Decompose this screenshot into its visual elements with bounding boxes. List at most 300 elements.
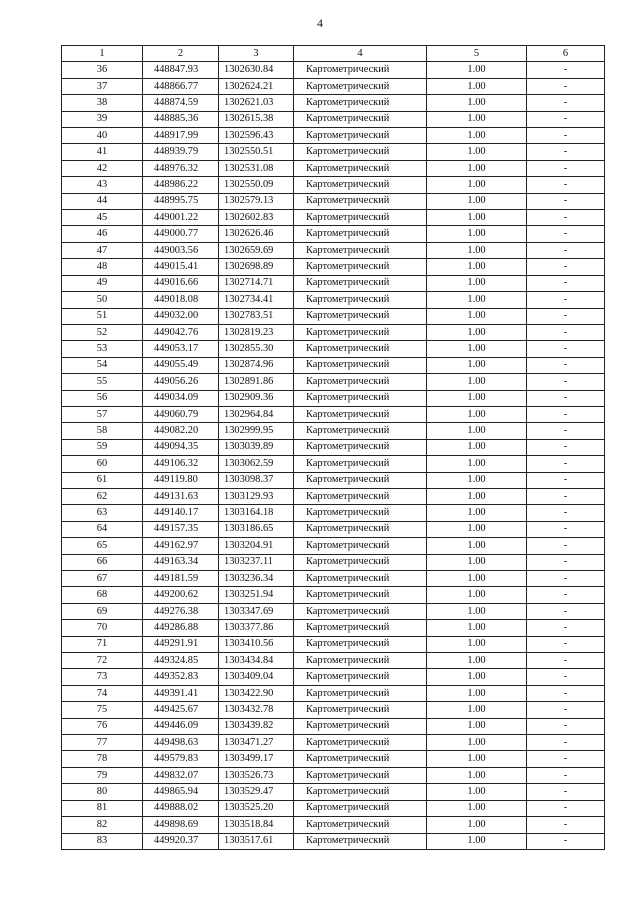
description-cell: -	[527, 456, 605, 472]
method-cell: Картометрический	[294, 341, 427, 357]
method-cell: Картометрический	[294, 357, 427, 373]
description-cell: -	[527, 324, 605, 340]
x-coordinate-cell: 449094.35	[143, 439, 219, 455]
x-coordinate-cell: 449498.63	[143, 735, 219, 751]
table-body	[62, 62, 605, 850]
description-cell: -	[527, 767, 605, 783]
accuracy-cell: 1.00	[427, 242, 527, 258]
method-cell: Картометрический	[294, 800, 427, 816]
description-cell: -	[527, 571, 605, 587]
method-cell: Картометрический	[294, 259, 427, 275]
y-coordinate-cell: 1303098.37	[219, 472, 294, 488]
table-row	[62, 226, 605, 242]
accuracy-cell: 1.00	[427, 160, 527, 176]
table-row	[62, 833, 605, 849]
y-coordinate-cell: 1303526.73	[219, 767, 294, 783]
table-row	[62, 636, 605, 652]
x-coordinate-cell: 449832.07	[143, 767, 219, 783]
accuracy-cell: 1.00	[427, 308, 527, 324]
x-coordinate-cell: 449053.17	[143, 341, 219, 357]
x-coordinate-cell: 449163.34	[143, 554, 219, 570]
x-coordinate-cell: 449181.59	[143, 571, 219, 587]
table-row	[62, 111, 605, 127]
point-number-cell: 82	[62, 817, 143, 833]
point-number-cell: 37	[62, 78, 143, 94]
point-number-cell: 47	[62, 242, 143, 258]
method-cell: Картометрический	[294, 833, 427, 849]
x-coordinate-cell: 448874.59	[143, 95, 219, 111]
description-cell: -	[527, 160, 605, 176]
table-row	[62, 292, 605, 308]
description-cell: -	[527, 177, 605, 193]
accuracy-cell: 1.00	[427, 374, 527, 390]
method-cell: Картометрический	[294, 95, 427, 111]
y-coordinate-cell: 1302855.30	[219, 341, 294, 357]
method-cell: Картометрический	[294, 62, 427, 78]
point-number-cell: 55	[62, 374, 143, 390]
accuracy-cell: 1.00	[427, 456, 527, 472]
description-cell: -	[527, 817, 605, 833]
method-cell: Картометрический	[294, 538, 427, 554]
point-number-cell: 72	[62, 653, 143, 669]
table-row	[62, 62, 605, 78]
accuracy-cell: 1.00	[427, 292, 527, 308]
accuracy-cell: 1.00	[427, 144, 527, 160]
y-coordinate-cell: 1302579.13	[219, 193, 294, 209]
y-coordinate-cell: 1303186.65	[219, 521, 294, 537]
y-coordinate-cell: 1302596.43	[219, 128, 294, 144]
method-cell: Картометрический	[294, 718, 427, 734]
accuracy-cell: 1.00	[427, 603, 527, 619]
x-coordinate-cell: 449286.88	[143, 620, 219, 636]
x-coordinate-cell: 449352.83	[143, 669, 219, 685]
table-row	[62, 587, 605, 603]
y-coordinate-cell: 1303237.11	[219, 554, 294, 570]
x-coordinate-cell: 448866.77	[143, 78, 219, 94]
accuracy-cell: 1.00	[427, 718, 527, 734]
point-number-cell: 75	[62, 702, 143, 718]
point-number-cell: 68	[62, 587, 143, 603]
method-cell: Картометрический	[294, 702, 427, 718]
accuracy-cell: 1.00	[427, 653, 527, 669]
x-coordinate-cell: 449579.83	[143, 751, 219, 767]
method-cell: Картометрический	[294, 226, 427, 242]
y-coordinate-cell: 1302624.21	[219, 78, 294, 94]
method-cell: Картометрический	[294, 620, 427, 636]
y-coordinate-cell: 1302550.09	[219, 177, 294, 193]
y-coordinate-cell: 1302659.69	[219, 242, 294, 258]
accuracy-cell: 1.00	[427, 505, 527, 521]
table-row	[62, 357, 605, 373]
accuracy-cell: 1.00	[427, 702, 527, 718]
description-cell: -	[527, 275, 605, 291]
point-number-cell: 58	[62, 423, 143, 439]
table-row	[62, 144, 605, 160]
method-cell: Картометрический	[294, 144, 427, 160]
y-coordinate-cell: 1302621.03	[219, 95, 294, 111]
table-row	[62, 160, 605, 176]
y-coordinate-cell: 1303529.47	[219, 784, 294, 800]
table-row	[62, 538, 605, 554]
method-cell: Картометрический	[294, 193, 427, 209]
description-cell: -	[527, 226, 605, 242]
description-cell: -	[527, 193, 605, 209]
description-cell: -	[527, 472, 605, 488]
x-coordinate-cell: 448885.36	[143, 111, 219, 127]
point-number-cell: 63	[62, 505, 143, 521]
y-coordinate-cell: 1303518.84	[219, 817, 294, 833]
description-cell: -	[527, 357, 605, 373]
method-cell: Картометрический	[294, 308, 427, 324]
x-coordinate-cell: 449003.56	[143, 242, 219, 258]
coordinates-table	[61, 45, 605, 850]
column-header: 1	[62, 46, 143, 62]
point-number-cell: 39	[62, 111, 143, 127]
point-number-cell: 78	[62, 751, 143, 767]
x-coordinate-cell: 448847.93	[143, 62, 219, 78]
x-coordinate-cell: 449018.08	[143, 292, 219, 308]
x-coordinate-cell: 449391.41	[143, 685, 219, 701]
y-coordinate-cell: 1302714.71	[219, 275, 294, 291]
x-coordinate-cell: 448995.75	[143, 193, 219, 209]
description-cell: -	[527, 603, 605, 619]
table-row	[62, 78, 605, 94]
y-coordinate-cell: 1302874.96	[219, 357, 294, 373]
point-number-cell: 64	[62, 521, 143, 537]
accuracy-cell: 1.00	[427, 538, 527, 554]
description-cell: -	[527, 406, 605, 422]
method-cell: Картометрический	[294, 653, 427, 669]
accuracy-cell: 1.00	[427, 488, 527, 504]
page-number: 4	[317, 16, 323, 30]
x-coordinate-cell: 449034.09	[143, 390, 219, 406]
description-cell: -	[527, 111, 605, 127]
description-cell: -	[527, 439, 605, 455]
point-number-cell: 54	[62, 357, 143, 373]
accuracy-cell: 1.00	[427, 128, 527, 144]
accuracy-cell: 1.00	[427, 439, 527, 455]
point-number-cell: 51	[62, 308, 143, 324]
table-row	[62, 423, 605, 439]
table-row	[62, 374, 605, 390]
accuracy-cell: 1.00	[427, 784, 527, 800]
table-row	[62, 817, 605, 833]
point-number-cell: 41	[62, 144, 143, 160]
y-coordinate-cell: 1302630.84	[219, 62, 294, 78]
point-number-cell: 49	[62, 275, 143, 291]
x-coordinate-cell: 449016.66	[143, 275, 219, 291]
description-cell: -	[527, 292, 605, 308]
column-header: 5	[427, 46, 527, 62]
point-number-cell: 73	[62, 669, 143, 685]
table-header	[62, 46, 605, 62]
point-number-cell: 45	[62, 210, 143, 226]
accuracy-cell: 1.00	[427, 275, 527, 291]
x-coordinate-cell: 449291.91	[143, 636, 219, 652]
point-number-cell: 43	[62, 177, 143, 193]
description-cell: -	[527, 128, 605, 144]
y-coordinate-cell: 1303410.56	[219, 636, 294, 652]
point-number-cell: 62	[62, 488, 143, 504]
description-cell: -	[527, 259, 605, 275]
method-cell: Картометрический	[294, 603, 427, 619]
accuracy-cell: 1.00	[427, 95, 527, 111]
x-coordinate-cell: 449000.77	[143, 226, 219, 242]
point-number-cell: 59	[62, 439, 143, 455]
point-number-cell: 50	[62, 292, 143, 308]
table-row	[62, 669, 605, 685]
x-coordinate-cell: 449119.80	[143, 472, 219, 488]
point-number-cell: 76	[62, 718, 143, 734]
method-cell: Картометрический	[294, 571, 427, 587]
x-coordinate-cell: 449001.22	[143, 210, 219, 226]
point-number-cell: 79	[62, 767, 143, 783]
table-row	[62, 521, 605, 537]
description-cell: -	[527, 538, 605, 554]
y-coordinate-cell: 1303062.59	[219, 456, 294, 472]
x-coordinate-cell: 449865.94	[143, 784, 219, 800]
y-coordinate-cell: 1303432.78	[219, 702, 294, 718]
table-row	[62, 177, 605, 193]
y-coordinate-cell: 1303236.34	[219, 571, 294, 587]
y-coordinate-cell: 1303422.90	[219, 685, 294, 701]
method-cell: Картометрический	[294, 472, 427, 488]
accuracy-cell: 1.00	[427, 423, 527, 439]
y-coordinate-cell: 1302602.83	[219, 210, 294, 226]
table-row	[62, 95, 605, 111]
x-coordinate-cell: 449015.41	[143, 259, 219, 275]
accuracy-cell: 1.00	[427, 78, 527, 94]
point-number-cell: 80	[62, 784, 143, 800]
table-row	[62, 439, 605, 455]
method-cell: Картометрический	[294, 390, 427, 406]
y-coordinate-cell: 1302626.46	[219, 226, 294, 242]
point-number-cell: 52	[62, 324, 143, 340]
x-coordinate-cell: 449082.20	[143, 423, 219, 439]
table-row	[62, 751, 605, 767]
y-coordinate-cell: 1303251.94	[219, 587, 294, 603]
accuracy-cell: 1.00	[427, 357, 527, 373]
accuracy-cell: 1.00	[427, 767, 527, 783]
table-row	[62, 390, 605, 406]
description-cell: -	[527, 95, 605, 111]
accuracy-cell: 1.00	[427, 341, 527, 357]
y-coordinate-cell: 1302891.86	[219, 374, 294, 390]
accuracy-cell: 1.00	[427, 177, 527, 193]
x-coordinate-cell: 449131.63	[143, 488, 219, 504]
y-coordinate-cell: 1302819.23	[219, 324, 294, 340]
description-cell: -	[527, 587, 605, 603]
method-cell: Картометрический	[294, 488, 427, 504]
y-coordinate-cell: 1302734.41	[219, 292, 294, 308]
method-cell: Картометрический	[294, 784, 427, 800]
accuracy-cell: 1.00	[427, 669, 527, 685]
point-number-cell: 77	[62, 735, 143, 751]
method-cell: Картометрический	[294, 423, 427, 439]
method-cell: Картометрический	[294, 111, 427, 127]
point-number-cell: 66	[62, 554, 143, 570]
table-row	[62, 800, 605, 816]
description-cell: -	[527, 751, 605, 767]
point-number-cell: 46	[62, 226, 143, 242]
column-header: 6	[527, 46, 605, 62]
point-number-cell: 61	[62, 472, 143, 488]
description-cell: -	[527, 702, 605, 718]
accuracy-cell: 1.00	[427, 571, 527, 587]
method-cell: Картометрический	[294, 406, 427, 422]
x-coordinate-cell: 449888.02	[143, 800, 219, 816]
table-row	[62, 784, 605, 800]
column-header: 2	[143, 46, 219, 62]
description-cell: -	[527, 653, 605, 669]
description-cell: -	[527, 718, 605, 734]
point-number-cell: 74	[62, 685, 143, 701]
header-row	[62, 46, 605, 62]
accuracy-cell: 1.00	[427, 406, 527, 422]
description-cell: -	[527, 685, 605, 701]
point-number-cell: 67	[62, 571, 143, 587]
table-row	[62, 488, 605, 504]
point-number-cell: 71	[62, 636, 143, 652]
x-coordinate-cell: 449042.76	[143, 324, 219, 340]
y-coordinate-cell: 1302964.84	[219, 406, 294, 422]
y-coordinate-cell: 1303409.04	[219, 669, 294, 685]
accuracy-cell: 1.00	[427, 817, 527, 833]
table-row	[62, 653, 605, 669]
description-cell: -	[527, 423, 605, 439]
description-cell: -	[527, 636, 605, 652]
method-cell: Картометрический	[294, 210, 427, 226]
method-cell: Картометрический	[294, 292, 427, 308]
x-coordinate-cell: 449162.97	[143, 538, 219, 554]
x-coordinate-cell: 448917.99	[143, 128, 219, 144]
accuracy-cell: 1.00	[427, 620, 527, 636]
table-row	[62, 505, 605, 521]
x-coordinate-cell: 449324.85	[143, 653, 219, 669]
accuracy-cell: 1.00	[427, 472, 527, 488]
method-cell: Картометрический	[294, 685, 427, 701]
description-cell: -	[527, 78, 605, 94]
accuracy-cell: 1.00	[427, 735, 527, 751]
description-cell: -	[527, 62, 605, 78]
y-coordinate-cell: 1303129.93	[219, 488, 294, 504]
description-cell: -	[527, 242, 605, 258]
table-row	[62, 242, 605, 258]
table-row	[62, 571, 605, 587]
table-row	[62, 767, 605, 783]
accuracy-cell: 1.00	[427, 587, 527, 603]
y-coordinate-cell: 1303517.61	[219, 833, 294, 849]
y-coordinate-cell: 1303204.91	[219, 538, 294, 554]
y-coordinate-cell: 1303039.89	[219, 439, 294, 455]
x-coordinate-cell: 448986.22	[143, 177, 219, 193]
accuracy-cell: 1.00	[427, 521, 527, 537]
x-coordinate-cell: 449060.79	[143, 406, 219, 422]
description-cell: -	[527, 521, 605, 537]
y-coordinate-cell: 1302783.51	[219, 308, 294, 324]
accuracy-cell: 1.00	[427, 259, 527, 275]
accuracy-cell: 1.00	[427, 685, 527, 701]
table-row	[62, 685, 605, 701]
y-coordinate-cell: 1302615.38	[219, 111, 294, 127]
y-coordinate-cell: 1302999.95	[219, 423, 294, 439]
accuracy-cell: 1.00	[427, 751, 527, 767]
accuracy-cell: 1.00	[427, 636, 527, 652]
x-coordinate-cell: 449276.38	[143, 603, 219, 619]
x-coordinate-cell: 449425.67	[143, 702, 219, 718]
x-coordinate-cell: 449056.26	[143, 374, 219, 390]
column-header: 4	[294, 46, 427, 62]
x-coordinate-cell: 448976.32	[143, 160, 219, 176]
description-cell: -	[527, 669, 605, 685]
accuracy-cell: 1.00	[427, 62, 527, 78]
method-cell: Картометрический	[294, 636, 427, 652]
point-number-cell: 36	[62, 62, 143, 78]
point-number-cell: 48	[62, 259, 143, 275]
point-number-cell: 70	[62, 620, 143, 636]
description-cell: -	[527, 735, 605, 751]
point-number-cell: 81	[62, 800, 143, 816]
table-row	[62, 603, 605, 619]
y-coordinate-cell: 1303347.69	[219, 603, 294, 619]
accuracy-cell: 1.00	[427, 210, 527, 226]
accuracy-cell: 1.00	[427, 833, 527, 849]
method-cell: Картометрический	[294, 374, 427, 390]
point-number-cell: 83	[62, 833, 143, 849]
y-coordinate-cell: 1303439.82	[219, 718, 294, 734]
y-coordinate-cell: 1302531.08	[219, 160, 294, 176]
point-number-cell: 60	[62, 456, 143, 472]
method-cell: Картометрический	[294, 78, 427, 94]
table-row	[62, 472, 605, 488]
method-cell: Картометрический	[294, 587, 427, 603]
description-cell: -	[527, 390, 605, 406]
description-cell: -	[527, 505, 605, 521]
x-coordinate-cell: 449140.17	[143, 505, 219, 521]
method-cell: Картометрический	[294, 128, 427, 144]
table-row	[62, 702, 605, 718]
accuracy-cell: 1.00	[427, 324, 527, 340]
accuracy-cell: 1.00	[427, 193, 527, 209]
method-cell: Картометрический	[294, 521, 427, 537]
method-cell: Картометрический	[294, 751, 427, 767]
x-coordinate-cell: 448939.79	[143, 144, 219, 160]
table-row	[62, 210, 605, 226]
table-row	[62, 735, 605, 751]
point-number-cell: 53	[62, 341, 143, 357]
table-row	[62, 406, 605, 422]
description-cell: -	[527, 308, 605, 324]
table-row	[62, 275, 605, 291]
method-cell: Картометрический	[294, 439, 427, 455]
x-coordinate-cell: 449200.62	[143, 587, 219, 603]
x-coordinate-cell: 449106.32	[143, 456, 219, 472]
description-cell: -	[527, 784, 605, 800]
method-cell: Картометрический	[294, 242, 427, 258]
accuracy-cell: 1.00	[427, 111, 527, 127]
y-coordinate-cell: 1303377.86	[219, 620, 294, 636]
table-row	[62, 128, 605, 144]
description-cell: -	[527, 620, 605, 636]
y-coordinate-cell: 1302698.89	[219, 259, 294, 275]
description-cell: -	[527, 488, 605, 504]
y-coordinate-cell: 1303434.84	[219, 653, 294, 669]
accuracy-cell: 1.00	[427, 554, 527, 570]
table-row	[62, 620, 605, 636]
description-cell: -	[527, 554, 605, 570]
point-number-cell: 40	[62, 128, 143, 144]
x-coordinate-cell: 449032.00	[143, 308, 219, 324]
